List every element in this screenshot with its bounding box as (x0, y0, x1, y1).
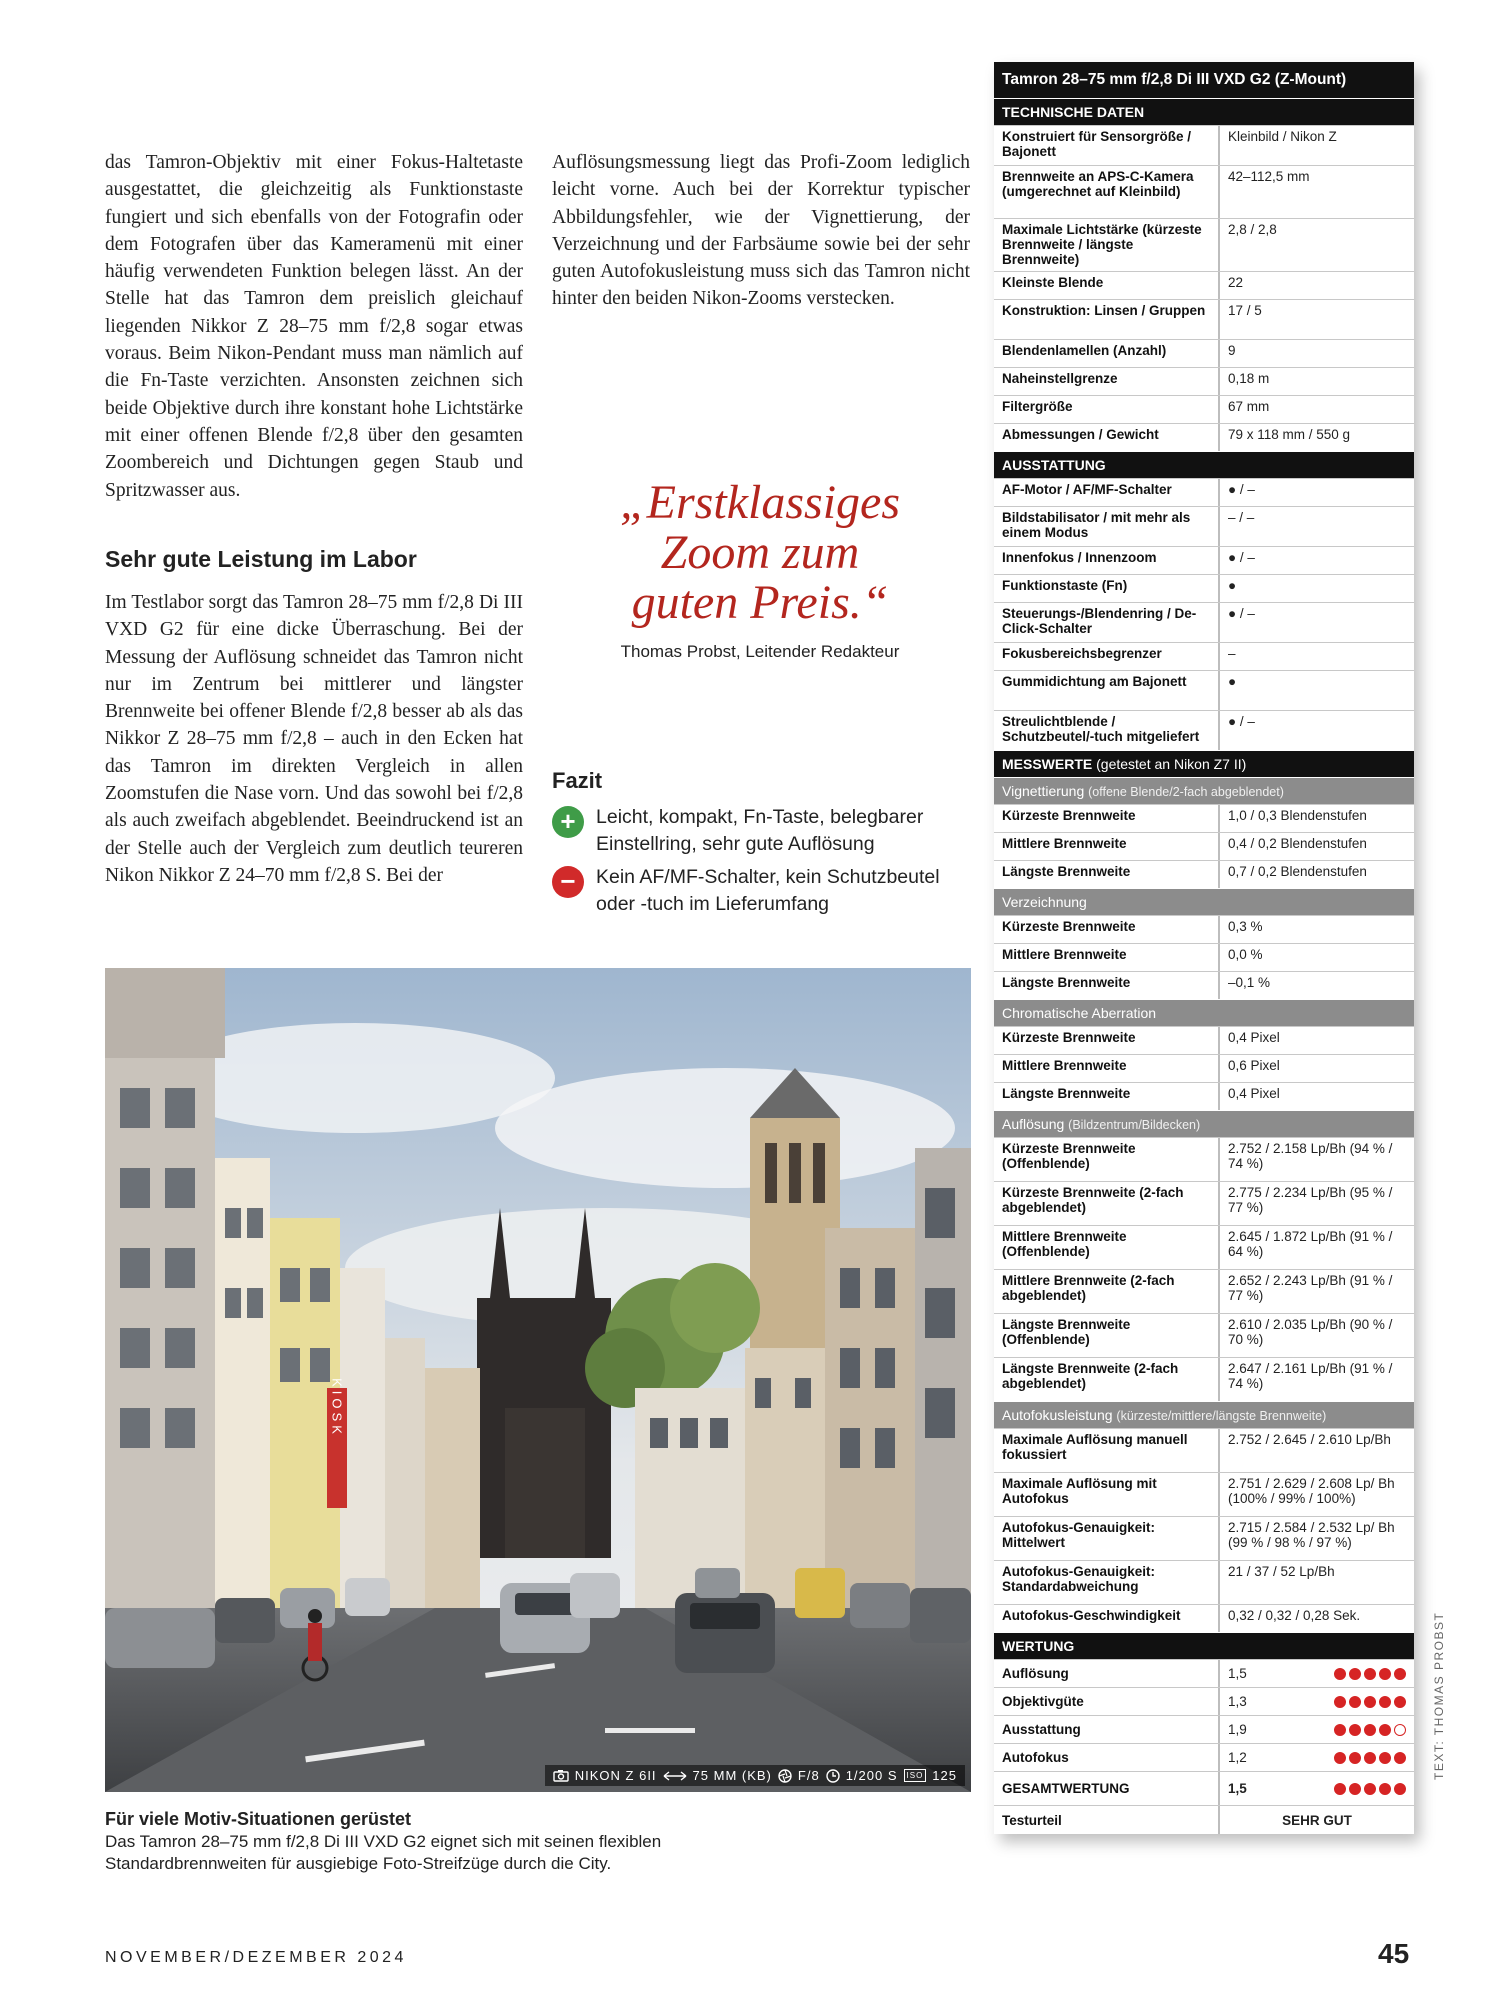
fazit-con-text: Kein AF/MF-Schalter, kein Schutzbeutel oder -tuch im Lieferumfang (596, 866, 940, 915)
photo-credit: TEXT: THOMAS PROBST (1432, 1611, 1446, 1780)
page-number: 45 (1378, 1938, 1410, 1969)
tech-value: 42–112,5 mm (1228, 169, 1310, 184)
autofocus-row (994, 1560, 1414, 1604)
equipment-value: ● (1228, 674, 1237, 689)
rating-label: Ausstattung (994, 1716, 1220, 1743)
equipment-label: Steuerungs-/Blendenring / De-Click-Schalter (994, 603, 1220, 642)
rating-row (994, 1659, 1414, 1687)
rating-dot-filled (1334, 1783, 1346, 1795)
equipment-label: Gummidichtung am Bajonett (994, 671, 1220, 710)
distortion-value: 0,0 % (1228, 947, 1263, 962)
tech-row (994, 218, 1414, 271)
equipment-value: ● / – (1228, 550, 1255, 565)
exif-focal: 75 MM (KB) (692, 1768, 772, 1783)
quote-author: Thomas Probst, Leitender Redakteur (620, 642, 900, 661)
section-header-tech: TECHNISCHE DATEN (994, 98, 1414, 125)
tech-label: Konstruktion: Linsen / Gruppen (994, 300, 1220, 339)
equipment-row (994, 574, 1414, 602)
equipment-value: – (1228, 646, 1236, 661)
shutter-icon (826, 1769, 840, 1783)
rating-value: 1,2 (1228, 1750, 1247, 1765)
vignetting-value: 0,7 / 0,2 Blendenstufen (1228, 864, 1367, 879)
rating-dot-filled (1334, 1752, 1346, 1764)
resolution-row (994, 1357, 1414, 1401)
vignetting-row (994, 832, 1414, 860)
tech-label: Kleinste Blende (994, 272, 1220, 299)
tech-label: Konstruiert für Sensorgröße / Bajonett (994, 126, 1220, 165)
equipment-row (994, 506, 1414, 546)
quote-line-1: „Erstklassiges (619, 476, 901, 529)
exif-bar (545, 1765, 965, 1786)
autofocus-value: 2.715 / 2.584 / 2.532 Lp/ Bh (99 % / 98 % / 97 %) (1228, 1520, 1395, 1550)
distortion-label: Kürzeste Brennweite (994, 916, 1220, 943)
chromatic-aberration-row (994, 1082, 1414, 1110)
rating-dots (1334, 1668, 1406, 1680)
rating-dot-filled (1349, 1752, 1361, 1764)
rating-dot-filled (1349, 1783, 1361, 1795)
exif-camera: NIKON Z 6II (574, 1768, 657, 1783)
autofocus-label: Maximale Auflösung manuell fokussiert (994, 1429, 1220, 1472)
tech-label: Blendenlamellen (Anzahl) (994, 340, 1220, 367)
rating-dot-filled (1364, 1696, 1376, 1708)
resolution-row (994, 1269, 1414, 1313)
verdict-label: Testurteil (994, 1806, 1220, 1834)
distortion-value: 0,3 % (1228, 919, 1263, 934)
tech-row (994, 339, 1414, 367)
resolution-value: 2.775 / 2.234 Lp/Bh (95 % / 77 %) (1228, 1185, 1393, 1215)
quote-line-3: guten Preis.“ (631, 576, 889, 629)
autofocus-row (994, 1472, 1414, 1516)
vignetting-label: Kürzeste Brennweite (994, 805, 1220, 832)
tech-row (994, 423, 1414, 451)
autofocus-value: 0,32 / 0,32 / 0,28 Sek. (1228, 1608, 1361, 1623)
chromatic-aberration-label: Längste Brennweite (994, 1083, 1220, 1110)
total-rating-value: 1,5 (1228, 1781, 1247, 1796)
rating-dot-filled (1364, 1783, 1376, 1795)
tech-value: 67 mm (1228, 399, 1270, 414)
rating-dot-filled (1334, 1668, 1346, 1680)
tech-value: Kleinbild / Nikon Z (1228, 129, 1337, 144)
plus-icon: + (552, 806, 584, 838)
spec-table (994, 62, 1414, 1834)
exif-aperture: F/8 (797, 1768, 820, 1783)
vignetting-label: Mittlere Brennweite (994, 833, 1220, 860)
resolution-label: Kürzeste Brennweite (Offenblende) (994, 1138, 1220, 1181)
equipment-label: Innenfokus / Innenzoom (994, 547, 1220, 574)
rating-dot-filled (1394, 1783, 1406, 1795)
spec-title: Tamron 28–75 mm f/2,8 Di III VXD G2 (Z-Mount) (994, 62, 1414, 98)
rating-dots (1334, 1696, 1406, 1708)
tech-row (994, 165, 1414, 218)
rating-dots (1334, 1724, 1406, 1736)
exif-iso: 125 (932, 1768, 957, 1783)
fazit-con (552, 864, 977, 918)
fazit-title: Fazit (552, 768, 603, 793)
quote-line-2: Zoom zum (660, 526, 860, 579)
rating-label: Autofokus (994, 1744, 1220, 1771)
resolution-value: 2.610 / 2.035 Lp/Bh (90 % / 70 %) (1228, 1317, 1393, 1347)
photo-caption (105, 1807, 971, 1875)
resolution-value: 2.647 / 2.161 Lp/Bh (91 % / 74 %) (1228, 1361, 1393, 1391)
autofocus-label: Autofokus-Genauigkeit: Mittelwert (994, 1517, 1220, 1560)
equipment-label: Bildstabilisator / mit mehr als einem Modus (994, 507, 1220, 546)
rating-row (994, 1687, 1414, 1715)
rating-dot-filled (1364, 1752, 1376, 1764)
subheader-resolution: Auflösung (Bildzentrum/Bildecken) (994, 1110, 1414, 1137)
chromatic-aberration-value: 0,6 Pixel (1228, 1058, 1280, 1073)
section-header-measurements: MESSWERTE (getestet an Nikon Z7 II) (994, 750, 1414, 777)
autofocus-row (994, 1428, 1414, 1472)
autofocus-row (994, 1604, 1414, 1632)
section-subheading: Sehr gute Leistung im Labor (105, 546, 417, 572)
chromatic-aberration-label: Kürzeste Brennweite (994, 1027, 1220, 1054)
total-rating-label: GESAMTWERTUNG (994, 1772, 1220, 1805)
tech-label: Maximale Lichtstärke (kürzeste Brennweite / längste Brennweite) (994, 219, 1220, 271)
vignetting-row (994, 804, 1414, 832)
caption-title: Für viele Motiv-Situationen gerüstet (105, 1809, 412, 1829)
resolution-label: Kürzeste Brennweite (2-fach abgeblendet) (994, 1182, 1220, 1225)
resolution-row (994, 1137, 1414, 1181)
rating-dot-filled (1334, 1724, 1346, 1736)
minus-icon: − (552, 866, 584, 898)
resolution-row (994, 1225, 1414, 1269)
tech-value: 0,18 m (1228, 371, 1270, 386)
tech-label: Abmessungen / Gewicht (994, 424, 1220, 451)
resolution-label: Mittlere Brennweite (2-fach abgeblendet) (994, 1270, 1220, 1313)
vignetting-value: 1,0 / 0,3 Blendenstufen (1228, 808, 1367, 823)
resolution-value: 2.652 / 2.243 Lp/Bh (91 % / 77 %) (1228, 1273, 1393, 1303)
rating-dot-filled (1394, 1696, 1406, 1708)
equipment-value: – / – (1228, 510, 1255, 525)
tech-row (994, 125, 1414, 165)
equipment-label: AF-Motor / AF/MF-Schalter (994, 479, 1220, 506)
rating-dot-filled (1349, 1668, 1361, 1680)
subheader-chromatic-aberration: Chromatische Aberration (994, 999, 1414, 1026)
equipment-label: Funktionstaste (Fn) (994, 575, 1220, 602)
autofocus-row (994, 1516, 1414, 1560)
kiosk-sign: KIOSK (329, 1378, 345, 1438)
equipment-value: ● / – (1228, 482, 1255, 497)
autofocus-value: 2.752 / 2.645 / 2.610 Lp/Bh (1228, 1432, 1391, 1447)
aperture-icon (778, 1769, 792, 1783)
subheader-vignetting: Vignettierung (offene Blende/2-fach abgeblendet) (994, 777, 1414, 804)
equipment-value: ● / – (1228, 606, 1255, 621)
tech-label: Brennweite an APS-C-Kamera (umgerechnet auf Kleinbild) (994, 166, 1220, 218)
resolution-value: 2.645 / 1.872 Lp/Bh (91 % / 64 %) (1228, 1229, 1393, 1259)
issue-date: NOVEMBER/DEZEMBER 2024 (105, 1949, 407, 1966)
tech-row (994, 299, 1414, 339)
equipment-row (994, 710, 1414, 750)
rating-dot-empty (1394, 1724, 1406, 1736)
chromatic-aberration-value: 0,4 Pixel (1228, 1030, 1280, 1045)
street-photo (105, 968, 971, 1792)
distortion-label: Längste Brennweite (994, 972, 1220, 999)
autofocus-label: Autofokus-Geschwindigkeit (994, 1605, 1220, 1632)
fazit-box (552, 768, 977, 924)
equipment-label: Fokusbereichsbegrenzer (994, 643, 1220, 670)
chromatic-aberration-label: Mittlere Brennweite (994, 1055, 1220, 1082)
rating-dot-filled (1379, 1696, 1391, 1708)
rating-dots (1334, 1752, 1406, 1764)
fazit-pro-text: Leicht, kompakt, Fn-Taste, belegbarer Einstellring, sehr gute Auflösung (596, 806, 924, 855)
equipment-label: Streulichtblende / Schutzbeutel/-tuch mitgeliefert (994, 711, 1220, 750)
subheader-distortion: Verzeichnung (994, 888, 1414, 915)
tech-value: 79 x 118 mm / 550 g (1228, 427, 1351, 442)
subheader-autofocus: Autofokusleistung (kürzeste/mittlere/längste Brennweite) (994, 1401, 1414, 1428)
resolution-row (994, 1181, 1414, 1225)
rating-label: Objektivgüte (994, 1688, 1220, 1715)
article-column-1-bottom: Im Testlabor sorgt das Tamron 28–75 mm f/2,8 Di III VXD G2 für eine dicke Überraschung. Bei der Messung der Auflösung schneidet das Tamron nicht nur im Zentrum bei mittlerer und längster Brennweite bei offener Blende f/2,8 besser ab als das Nikkor Z 28–75 mm f/2,8 – auch in den Ecken hat das Tamron im direkten Vergleich in allen Zoomstufen die Nase vorn. Und das sowohl bei f/2,8 als auch zweifach abgeblendet. Beeindruckend ist an der Stelle auch der Vergleich zum deutlich teureren Nikon Nikkor Z 24–70 mm f/2,8 S. Bei der (105, 592, 523, 886)
camera-icon (553, 1769, 569, 1782)
rating-label: Auflösung (994, 1660, 1220, 1687)
verdict-row (994, 1805, 1414, 1834)
autofocus-value: 2.751 / 2.629 / 2.608 Lp/ Bh (100% / 99% / 100%) (1228, 1476, 1395, 1506)
autofocus-label: Autofokus-Genauigkeit: Standardabweichung (994, 1561, 1220, 1604)
rating-dot-filled (1349, 1696, 1361, 1708)
rating-dot-filled (1394, 1668, 1406, 1680)
tech-label: Naheinstellgrenze (994, 368, 1220, 395)
total-rating-row (994, 1771, 1414, 1805)
autofocus-label: Maximale Auflösung mit Autofokus (994, 1473, 1220, 1516)
iso-icon: ISO (904, 1769, 927, 1782)
resolution-label: Längste Brennweite (2-fach abgeblendet) (994, 1358, 1220, 1401)
article-column-2: Auflösungsmessung liegt das Profi-Zoom lediglich leicht vorne. Auch bei der Korrektur typischer Abbildungsfehler, wie der Vignettierung, der Verzeichnung und der Farbsäume sowie bei der sehr guten Autofokusleistung muss sich das Tamron nicht hinter den beiden Nikon-Zooms verstecken. (552, 152, 970, 310)
article-column-1-top: das Tamron-Objektiv mit einer Fokus-Haltetaste ausgestattet, die gleichzeitig als Funktionstaste fungiert und sich ebenfalls von der Fotografin oder dem Fotografen über das Kameramenü mit einer häufig verwendeten Funktion belegen lässt. An der Stelle hat das Tamron dem preislich gleichauf liegenden Nikkor Z 28–75 mm f/2,8 sogar etwas voraus. Beim Nikon-Pendant muss man nämlich auf die Fn-Taste verzichten. Ansonsten zeichnen sich beide Objektive durch ihre konstant hohe Lichtstärke mit einer offenen Blende f/2,8 über den gesamten Zoombereich und Dichtungen gegen Staub und Spritzwasser aus. (105, 152, 523, 501)
cologne-street-illustration (105, 968, 971, 1792)
resolution-label: Mittlere Brennweite (Offenblende) (994, 1226, 1220, 1269)
rating-value: 1,9 (1228, 1722, 1247, 1737)
distortion-row (994, 943, 1414, 971)
rating-dot-filled (1379, 1724, 1391, 1736)
rating-dot-filled (1394, 1752, 1406, 1764)
rating-dot-filled (1364, 1724, 1376, 1736)
resolution-label: Längste Brennweite (Offenblende) (994, 1314, 1220, 1357)
tech-row (994, 395, 1414, 423)
autofocus-value: 21 / 37 / 52 Lp/Bh (1228, 1564, 1335, 1579)
fazit-pro (552, 804, 977, 858)
tech-label: Filtergröße (994, 396, 1220, 423)
rating-row (994, 1743, 1414, 1771)
distortion-value: –0,1 % (1228, 975, 1271, 990)
resolution-row (994, 1313, 1414, 1357)
verdict-value: SEHR GUT (1282, 1812, 1352, 1828)
equipment-value: ● / – (1228, 714, 1255, 729)
section-header-rating: WERTUNG (994, 1632, 1414, 1659)
equipment-value: ● (1228, 578, 1237, 593)
tech-row (994, 271, 1414, 299)
caption-text: Das Tamron 28–75 mm f/2,8 Di III VXD G2 eignet sich mit seinen flexiblen Standardbrennweiten für ausgiebige Foto-Streifzüge durch die City. (105, 1832, 662, 1873)
equipment-row (994, 478, 1414, 506)
equipment-row (994, 602, 1414, 642)
equipment-row (994, 546, 1414, 574)
vignetting-label: Längste Brennweite (994, 861, 1220, 888)
section-header-equipment: AUSSTATTUNG (994, 451, 1414, 478)
exif-shutter: 1/200 S (845, 1768, 898, 1783)
chromatic-aberration-row (994, 1054, 1414, 1082)
pull-quote (570, 478, 950, 662)
rating-dot-filled (1334, 1696, 1346, 1708)
rating-dot-filled (1379, 1752, 1391, 1764)
tech-value: 22 (1228, 275, 1244, 290)
distortion-row (994, 971, 1414, 999)
rating-dot-filled (1379, 1668, 1391, 1680)
equipment-row (994, 670, 1414, 710)
rating-dot-filled (1364, 1668, 1376, 1680)
total-rating-dots (1334, 1783, 1406, 1795)
distortion-label: Mittlere Brennweite (994, 944, 1220, 971)
tech-value: 9 (1228, 343, 1236, 358)
chromatic-aberration-row (994, 1026, 1414, 1054)
focal-length-icon (663, 1770, 687, 1782)
rating-dot-filled (1349, 1724, 1361, 1736)
resolution-value: 2.752 / 2.158 Lp/Bh (94 % / 74 %) (1228, 1141, 1393, 1171)
rating-value: 1,3 (1228, 1694, 1247, 1709)
distortion-row (994, 915, 1414, 943)
rating-dot-filled (1379, 1783, 1391, 1795)
tech-value: 17 / 5 (1228, 303, 1262, 318)
equipment-row (994, 642, 1414, 670)
rating-row (994, 1715, 1414, 1743)
vignetting-value: 0,4 / 0,2 Blendenstufen (1228, 836, 1367, 851)
tech-value: 2,8 / 2,8 (1228, 222, 1277, 237)
tech-row (994, 367, 1414, 395)
rating-value: 1,5 (1228, 1666, 1247, 1681)
vignetting-row (994, 860, 1414, 888)
chromatic-aberration-value: 0,4 Pixel (1228, 1086, 1280, 1101)
